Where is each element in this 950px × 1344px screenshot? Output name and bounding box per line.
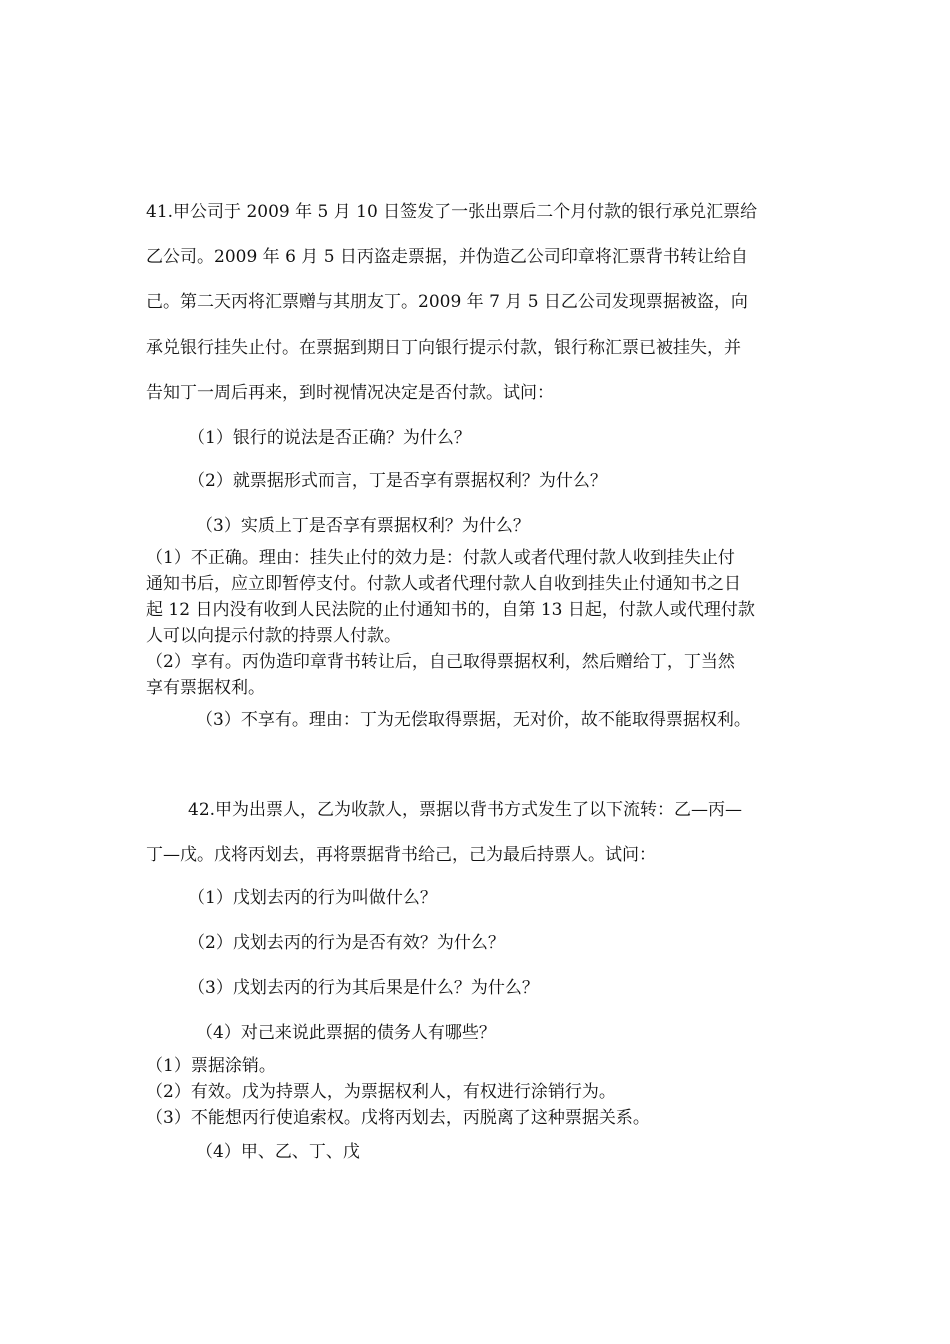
q42-subquestion-1: （1）戊划去丙的行为叫做什么？ xyxy=(188,888,437,908)
q41-answer-line-5: （2）享有。丙伪造印章背书转让后，自己取得票据权利，然后赠给丁，丁当然 xyxy=(146,652,735,672)
q42-answer-line-4: （4）甲、乙、丁、戊 xyxy=(196,1142,360,1162)
q41-question-line-5: 告知丁一周后再来，到时视情况决定是否付款。试问： xyxy=(146,383,554,403)
q41-subquestion-1: （1）银行的说法是否正确？为什么？ xyxy=(188,428,471,448)
q41-answer-line-1: （1）不正确。理由：挂失止付的效力是：付款人或者代理付款人收到挂失止付 xyxy=(146,548,735,568)
q41-question-line-1: 41.甲公司于 2009 年 5 月 10 日签发了一张出票后二个月付款的银行承兑汇票给 xyxy=(146,202,758,222)
q42-subquestion-2: （2）戊划去丙的行为是否有效？为什么？ xyxy=(188,933,505,953)
q42-subquestion-3: （3）戊划去丙的行为其后果是什么？为什么？ xyxy=(188,978,539,998)
q41-question-line-2: 乙公司。2009 年 6 月 5 日丙盗走票据，并伪造乙公司印章将汇票背书转让给自 xyxy=(146,247,748,267)
q41-question-line-4: 承兑银行挂失止付。在票据到期日丁向银行提示付款，银行称汇票已被挂失，并 xyxy=(146,338,741,358)
q41-answer-line-6: 享有票据权利。 xyxy=(146,678,265,698)
q42-answer-line-2: （2）有效。戊为持票人，为票据权利人，有权进行涂销行为。 xyxy=(146,1082,616,1102)
q42-answer-line-3: （3）不能想丙行使追索权。戊将丙划去，丙脱离了这种票据关系。 xyxy=(146,1108,650,1128)
q41-answer-line-4: 人可以向提示付款的持票人付款。 xyxy=(146,626,401,646)
q42-question-line-2: 丁—戊。戊将丙划去，再将票据背书给己，己为最后持票人。试问： xyxy=(146,845,656,865)
q42-subquestion-4: （4）对己来说此票据的债务人有哪些？ xyxy=(196,1023,496,1043)
q41-answer-line-7: （3）不享有。理由：丁为无偿取得票据，无对价，故不能取得票据权利。 xyxy=(196,710,751,730)
q42-answer-line-1: （1）票据涂销。 xyxy=(146,1056,276,1076)
q41-subquestion-2: （2）就票据形式而言，丁是否享有票据权利？为什么？ xyxy=(188,471,607,491)
q41-answer-line-3: 起 12 日内没有收到人民法院的止付通知书的，自第 13 日起，付款人或代理付款 xyxy=(146,600,755,620)
q42-question-line-1: 42.甲为出票人，乙为收款人，票据以背书方式发生了以下流转：乙—丙— xyxy=(188,800,743,820)
q41-answer-line-2: 通知书后，应立即暂停支付。付款人或者代理付款人自收到挂失止付通知书之日 xyxy=(146,574,741,594)
q41-subquestion-3: （3）实质上丁是否享有票据权利？为什么？ xyxy=(196,516,530,536)
q41-question-line-3: 己。第二天丙将汇票赠与其朋友丁。2009 年 7 月 5 日乙公司发现票据被盗，向 xyxy=(146,292,748,312)
